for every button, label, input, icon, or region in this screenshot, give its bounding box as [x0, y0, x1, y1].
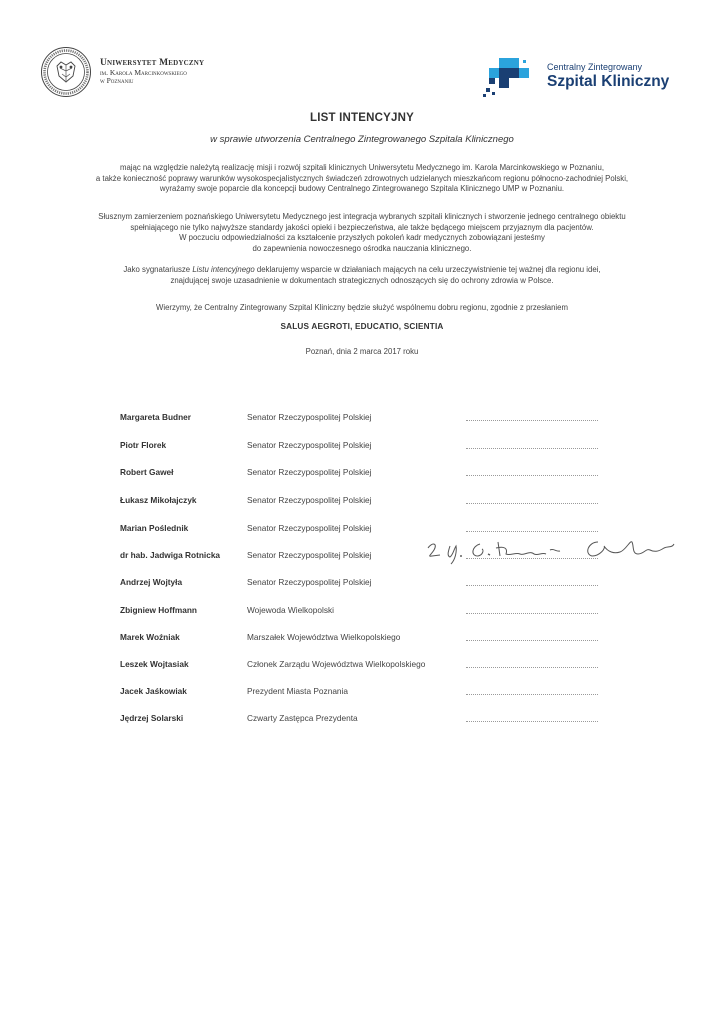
- university-name: Uniwersytet Medyczny: [100, 57, 205, 68]
- signatory-row: [0, 467, 724, 483]
- paragraph-2: [40, 212, 684, 254]
- hospital-name-block: [547, 62, 669, 91]
- signatory-row: [0, 713, 724, 729]
- signatory-role: Wojewoda Wielkopolski: [247, 605, 334, 615]
- signatory-role: Członek Zarządu Województwa Wielkopolskiego: [247, 659, 426, 669]
- document-title: LIST INTENCYJNY: [310, 112, 414, 124]
- signatory-name: dr hab. Jadwiga Rotnicka: [120, 550, 221, 560]
- signatory-name: Marek Woźniak: [120, 632, 180, 642]
- signatory-name: Robert Gaweł: [120, 467, 174, 477]
- signatory-name: Marian Poślednik: [120, 523, 189, 533]
- hospital-name-small: Centralny Zintegrowany: [547, 61, 643, 72]
- signatory-name: Zbigniew Hoffmann: [120, 605, 197, 615]
- paragraph-2-line: Słusznym zamierzeniem poznańskiego Uniwersytetu Medycznego jest integracja wybranych szpitali klinicznych i stworzenie jednego centralnego obiektu: [98, 212, 626, 221]
- paragraph-3-line-1: [40, 265, 684, 276]
- university-seal-logo: [40, 46, 92, 98]
- handwritten-signature: [420, 534, 686, 568]
- university-name-block: [100, 58, 204, 86]
- paragraph-2-line: do zapewnienia nowoczesnego ośrodka nauczania klinicznego.: [252, 243, 472, 253]
- signatory-name: Andrzej Wojtyła: [120, 577, 183, 587]
- signature-line: [466, 636, 598, 641]
- signatory-role: Senator Rzeczypospolitej Polskiej: [247, 550, 372, 560]
- signatory-role: Senator Rzeczypospolitej Polskiej: [247, 412, 372, 422]
- signatory-name: Jacek Jaśkowiak: [120, 686, 187, 696]
- paragraph-3-after: deklarujemy wsparcie w działaniach mających na celu urzeczywistnienie tej ważnej dla regionu idei,: [254, 265, 601, 274]
- signatory-row: [0, 686, 724, 702]
- hospital-name-big: Szpital Kliniczny: [547, 72, 670, 90]
- signatory-name: Piotr Florek: [120, 440, 167, 450]
- university-sub2: w Poznaniu: [100, 76, 134, 86]
- signatory-role: Marszałek Województwa Wielkopolskiego: [247, 632, 401, 642]
- signatory-row: [0, 659, 724, 675]
- signatory-role: Senator Rzeczypospolitej Polskiej: [247, 577, 372, 587]
- hospital-cross-logo: [483, 52, 541, 100]
- paragraph-1-line: mając na względzie należytą realizację misji i rozwój szpitali klinicznych Uniwersytetu Medycznego im. Karola Marcinkowskiego w Poznaniu,: [119, 163, 605, 172]
- signatory-row: [0, 577, 724, 593]
- signature-line: [466, 444, 598, 449]
- signatory-row: [0, 440, 724, 456]
- signature-line: [466, 663, 598, 668]
- signature-line: [466, 416, 598, 421]
- signatory-role: Czwarty Zastępca Prezydenta: [247, 713, 358, 723]
- paragraph-1-line: wyrażamy swoje poparcie dla koncepcji budowy Centralnego Zintegrowanego Szpitala Klinicznego UMP w Poznaniu.: [159, 184, 565, 194]
- signatory-row: [0, 605, 724, 621]
- signature-line: [466, 581, 598, 586]
- signatory-role: Senator Rzeczypospolitej Polskiej: [247, 523, 372, 533]
- signatory-role: Senator Rzeczypospolitej Polskiej: [247, 440, 372, 450]
- paragraph-4-line: Wierzymy, że Centralny Zintegrowany Szpital Kliniczny będzie służyć wspólnemu dobru regionu, zgodnie z przesłaniem: [156, 303, 568, 312]
- signature-line: [466, 527, 598, 532]
- signatory-name: Margareta Budner: [120, 412, 192, 422]
- paragraph-3-before: Jako sygnatariusze: [123, 265, 193, 274]
- signature-line: [466, 554, 598, 559]
- paragraph-1-line: a także konieczność poprawy warunków wysokospecjalistycznych świadczeń zdrowotnych udzielanych mieszkańcom regionu północno-zachodniej Polski,: [95, 173, 629, 183]
- hospital-header: [483, 52, 669, 100]
- university-sub1: im. Karola Marcinkowskiego: [100, 67, 187, 77]
- paragraph-2-line: spełniającego nie tylko najwyższe standardy jakości opieki i bezpieczeństwa, ale także będącego miejscem przyjaznym dla pacjentów.: [130, 222, 594, 232]
- signature-line: [466, 717, 598, 722]
- signatory-role: Senator Rzeczypospolitej Polskiej: [247, 495, 372, 505]
- place-date: Poznań, dnia 2 marca 2017 roku: [305, 347, 419, 356]
- paragraph-3: [40, 265, 684, 286]
- signatory-row: [0, 495, 724, 511]
- document-subtitle: w sprawie utworzenia Centralnego Zintegrowanego Szpitala Klinicznego: [210, 134, 514, 145]
- paragraph-3-italic: Listu intencyjnego: [192, 265, 255, 274]
- signatory-name: Łukasz Mikołajczyk: [120, 495, 197, 505]
- signature-line: [466, 499, 598, 504]
- signatory-role: Senator Rzeczypospolitej Polskiej: [247, 467, 372, 477]
- signature-line: [466, 609, 598, 614]
- signatory-name: Jędrzej Solarski: [120, 713, 184, 723]
- signatory-row: [0, 412, 724, 428]
- paragraph-1: [40, 163, 684, 195]
- paragraph-4: [40, 303, 684, 314]
- signatory-name: Leszek Wojtasiak: [120, 659, 189, 669]
- signatory-role: Prezydent Miasta Poznania: [247, 686, 349, 696]
- university-header: [40, 46, 204, 98]
- paragraph-2-line: W poczuciu odpowiedzialności za kształcenie przyszłych pokoleń kadr medycznych zobowiązani jesteśmy: [179, 233, 545, 243]
- signature-line: [466, 690, 598, 695]
- signature-line: [466, 471, 598, 476]
- motto: SALUS AEGROTI, EDUCATIO, SCIENTIA: [280, 322, 444, 331]
- paragraph-3-line-2: znajdującej swoje uzasadnienie w dokumentach strategicznych odnoszących się do ochrony zdrowia w Polsce.: [170, 275, 554, 285]
- signatory-row: [0, 632, 724, 648]
- signatory-row: [0, 550, 724, 566]
